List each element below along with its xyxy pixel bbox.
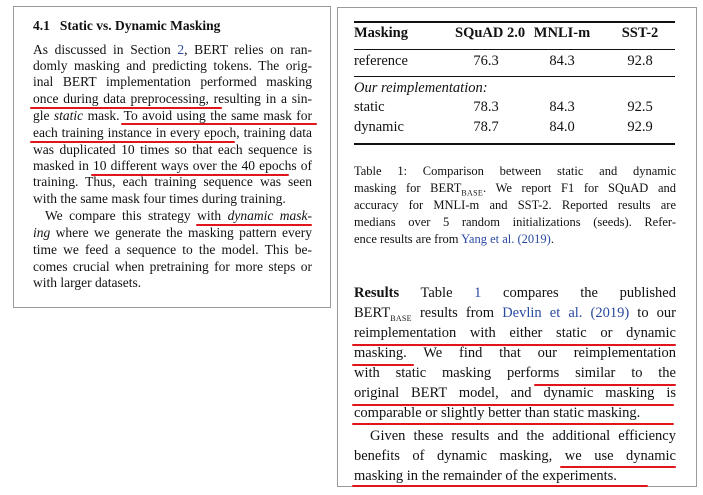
results-line: benefits of dynamic masking, we use dynamic xyxy=(354,448,676,464)
highlight-underline xyxy=(534,384,676,386)
paragraph-line: gle static mask. To avoid using the same mask for xyxy=(33,108,312,123)
highlight-underline xyxy=(121,123,317,125)
results-heading: Results xyxy=(354,285,400,301)
caption-line: Table 1: Comparison between static and dynamic xyxy=(354,164,676,178)
paragraph-line: masked in 10 different ways over the 40 epochs of xyxy=(33,158,312,173)
paragraph-line: time we feed a sequence to the model. This be- xyxy=(33,242,312,257)
results-line: original BERT model, and dynamic masking is xyxy=(354,385,676,401)
header-masking: Masking xyxy=(354,25,408,41)
table-bottom-rule xyxy=(354,143,675,145)
header-mnli: MNLI-m xyxy=(533,25,591,41)
highlight-underline xyxy=(352,423,674,425)
table-and-results-panel xyxy=(337,7,697,487)
highlight-underline xyxy=(560,466,676,468)
highlight-underline xyxy=(30,107,222,109)
results-line: Results Table 1 compares the published xyxy=(354,285,676,301)
paragraph-line: training. Thus, each training sequence was seen xyxy=(33,174,312,189)
highlight-underline xyxy=(30,141,235,143)
paragraph-line: ing where we generate the masking pattern every xyxy=(33,225,312,240)
table-top-rule xyxy=(354,21,675,23)
section-text-panel xyxy=(13,6,331,308)
paragraph-line: once during data preprocessing, resulting in a sin- xyxy=(33,91,312,106)
results-line: reimplementation with either static or dynamic xyxy=(354,325,676,341)
section-link[interactable]: 2 xyxy=(177,42,185,57)
table-group-label: Our reimplementation: xyxy=(354,80,488,96)
caption-line: ence results are from Yang et al. (2019). xyxy=(354,232,554,246)
paragraph-line: with larger datasets. xyxy=(33,275,142,290)
paragraph-line: with the same mask four times during training. xyxy=(33,191,286,206)
results-line: masking. We find that our reimplementation xyxy=(354,345,676,361)
highlight-underline xyxy=(91,174,289,176)
highlight-underline xyxy=(352,404,674,406)
header-sst2: SST-2 xyxy=(621,25,659,41)
paragraph-line: We compare this strategy with dynamic mask- xyxy=(45,208,312,223)
table-row-dynamic: dynamic 78.7 84.0 92.9 xyxy=(354,119,653,135)
paragraph-line: each training instance in every epoch, training data xyxy=(33,125,312,140)
header-squad: SQuAD 2.0 xyxy=(455,25,526,41)
caption-line: medians over 5 random initializations (seeds). Refer- xyxy=(354,215,676,229)
section-number: 4.1 xyxy=(33,18,50,33)
citation-link[interactable]: Yang et al. (2019) xyxy=(461,232,551,246)
highlight-underline xyxy=(196,224,312,226)
results-line: comparable or slightly better than static masking. xyxy=(354,405,641,421)
section-title: Static vs. Dynamic Masking xyxy=(59,18,221,33)
paragraph-line: was duplicated 10 times so that each sequence is xyxy=(33,142,312,157)
highlight-underline xyxy=(352,344,676,346)
table-header-row xyxy=(338,25,696,45)
highlight-underline xyxy=(352,364,414,366)
highlight-underline xyxy=(352,485,648,487)
section-heading xyxy=(33,18,220,34)
paragraph-line: domly masking and predicting tokens. The orig- xyxy=(33,58,312,73)
table-row-static: static 78.3 84.3 92.5 xyxy=(354,99,653,115)
caption-line: accuracy for MNLI-m and SST-2. Reported results are xyxy=(354,198,676,212)
results-line: masking in the remainder of the experiments. xyxy=(354,468,617,484)
results-line: $BERT_{BASE}$ results from Devlin et al. (2019) to our xyxy=(354,305,676,323)
caption-line: masking for $BERT_{BASE}$. We report F1 for SQuAD and xyxy=(354,181,676,198)
citation-link[interactable]: Devlin et al. (2019) xyxy=(502,305,630,321)
results-line: Given these results and the additional efficiency xyxy=(370,428,676,444)
paragraph-line: As discussed in Section 2, BERT relies on ran- xyxy=(33,42,313,57)
table-row-reference: reference 76.3 84.3 92.8 xyxy=(354,53,653,69)
table-link[interactable]: 1 xyxy=(474,285,482,301)
table-header-rule xyxy=(354,49,675,50)
paragraph-line: comes crucial when pretraining for more steps or xyxy=(33,259,312,274)
paragraph-line: inal BERT implementation performed masking xyxy=(33,74,312,89)
table-mid-rule xyxy=(354,76,675,77)
results-line: with static masking performs similar to the xyxy=(354,365,676,381)
